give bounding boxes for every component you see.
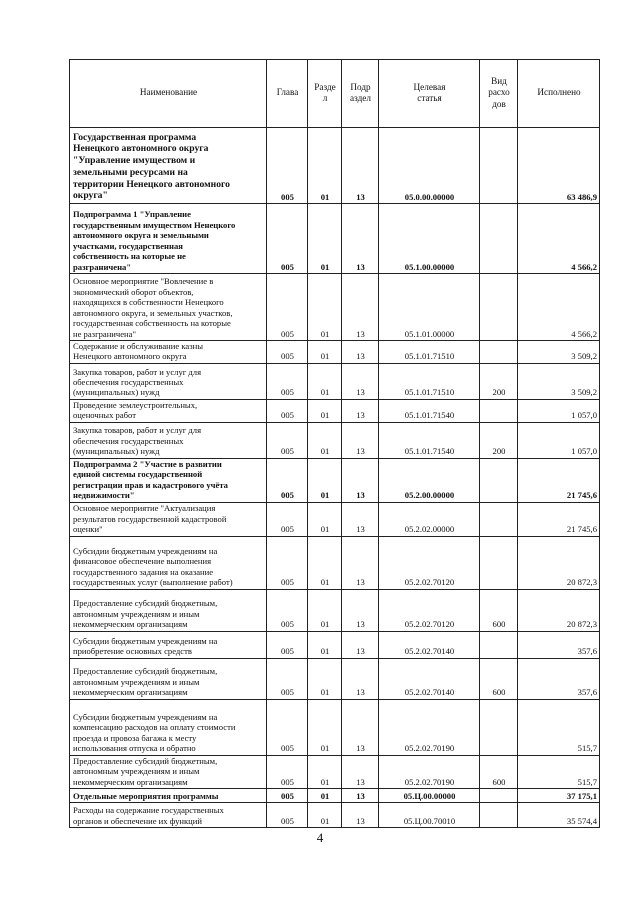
cell-name: Закупка товаров, работ и услуг для обеспечения государственных (муниципальных) нужд bbox=[70, 422, 267, 458]
table-row bbox=[70, 789, 600, 803]
table-row bbox=[70, 274, 600, 341]
cell-chapter: 005 bbox=[267, 699, 308, 755]
cell-chapter: 005 bbox=[267, 274, 308, 341]
cell-name: Расходы на содержание государственных органов и обеспечение их функций bbox=[70, 803, 267, 828]
cell-chapter: 005 bbox=[267, 589, 308, 631]
cell-name: Закупка товаров, работ и услуг для обеспечения государственных (муниципальных) нужд bbox=[70, 363, 267, 399]
cell-executed: 20 872,3 bbox=[518, 589, 600, 631]
cell-executed: 4 566,2 bbox=[518, 274, 600, 341]
cell-name: Предоставление субсидий бюджетным, автономным учреждениям и иным некоммерческим организациям bbox=[70, 589, 267, 631]
cell-subsection: 13 bbox=[342, 458, 379, 502]
cell-chapter: 005 bbox=[267, 363, 308, 399]
cell-name: Отдельные мероприятия программы bbox=[70, 789, 267, 803]
cell-section: 01 bbox=[308, 204, 342, 274]
table-row bbox=[70, 341, 600, 364]
cell-subsection: 13 bbox=[342, 274, 379, 341]
cell-target: 05.2.00.00000 bbox=[379, 458, 480, 502]
cell-expense bbox=[480, 128, 518, 204]
cell-target: 05.2.02.70190 bbox=[379, 699, 480, 755]
table-row bbox=[70, 803, 600, 828]
budget-table bbox=[69, 59, 600, 828]
cell-section: 01 bbox=[308, 341, 342, 364]
page-number: 4 bbox=[316, 830, 324, 845]
cell-chapter: 005 bbox=[267, 399, 308, 422]
cell-executed: 1 057,0 bbox=[518, 422, 600, 458]
cell-target: 05.2.02.00000 bbox=[379, 502, 480, 536]
cell-subsection: 13 bbox=[342, 536, 379, 589]
cell-section: 01 bbox=[308, 789, 342, 803]
cell-subsection: 13 bbox=[342, 341, 379, 364]
header-target: Целевая статья bbox=[379, 60, 480, 128]
cell-executed: 515,7 bbox=[518, 755, 600, 788]
cell-section: 01 bbox=[308, 536, 342, 589]
cell-subsection: 13 bbox=[342, 589, 379, 631]
cell-executed: 1 057,0 bbox=[518, 399, 600, 422]
cell-subsection: 13 bbox=[342, 363, 379, 399]
cell-executed: 37 175,1 bbox=[518, 789, 600, 803]
header-executed: Исполнено bbox=[518, 60, 600, 128]
cell-name: Субсидии бюджетным учреждениям на компенсацию расходов на оплату стоимости проезда и провоза багажа к месту использования отпуска и обратно bbox=[70, 699, 267, 755]
cell-executed: 20 872,3 bbox=[518, 536, 600, 589]
cell-section: 01 bbox=[308, 128, 342, 204]
cell-target: 05.2.02.70190 bbox=[379, 755, 480, 788]
cell-executed: 63 486,9 bbox=[518, 128, 600, 204]
cell-target: 05.2.02.70120 bbox=[379, 536, 480, 589]
header-subsection: Подр аздел bbox=[342, 60, 379, 128]
cell-executed: 3 509,2 bbox=[518, 363, 600, 399]
cell-name: Основное мероприятие "Актуализация результатов государственной кадастровой оценки" bbox=[70, 502, 267, 536]
table-row bbox=[70, 755, 600, 788]
cell-expense bbox=[480, 274, 518, 341]
table-row bbox=[70, 699, 600, 755]
cell-executed: 21 745,6 bbox=[518, 458, 600, 502]
cell-executed: 4 566,2 bbox=[518, 204, 600, 274]
header-expense: Вид расхо дов bbox=[480, 60, 518, 128]
cell-executed: 357,6 bbox=[518, 631, 600, 658]
table-row bbox=[70, 363, 600, 399]
cell-target: 05.1.01.00000 bbox=[379, 274, 480, 341]
cell-subsection: 13 bbox=[342, 399, 379, 422]
cell-expense bbox=[480, 699, 518, 755]
cell-target: 05.2.02.70140 bbox=[379, 631, 480, 658]
cell-expense bbox=[480, 631, 518, 658]
cell-section: 01 bbox=[308, 422, 342, 458]
cell-executed: 357,6 bbox=[518, 658, 600, 699]
header-chapter: Глава bbox=[267, 60, 308, 128]
cell-target: 05.1.00.00000 bbox=[379, 204, 480, 274]
cell-subsection: 13 bbox=[342, 128, 379, 204]
cell-chapter: 005 bbox=[267, 803, 308, 828]
cell-subsection: 13 bbox=[342, 631, 379, 658]
cell-executed: 3 509,2 bbox=[518, 341, 600, 364]
table-row bbox=[70, 658, 600, 699]
table-body bbox=[70, 128, 600, 828]
cell-chapter: 005 bbox=[267, 631, 308, 658]
cell-name: Субсидии бюджетным учреждениям на финансовое обеспечение выполнения государственного задания на оказание государственных услуг (выполнение работ) bbox=[70, 536, 267, 589]
cell-target: 05.0.00.00000 bbox=[379, 128, 480, 204]
cell-expense: 600 bbox=[480, 658, 518, 699]
cell-subsection: 13 bbox=[342, 204, 379, 274]
cell-chapter: 005 bbox=[267, 341, 308, 364]
cell-expense bbox=[480, 399, 518, 422]
table-row bbox=[70, 589, 600, 631]
header-section: Разде л bbox=[308, 60, 342, 128]
cell-expense bbox=[480, 789, 518, 803]
cell-target: 05.1.01.71540 bbox=[379, 422, 480, 458]
cell-expense: 200 bbox=[480, 363, 518, 399]
cell-name: Содержание и обслуживание казны Ненецкого автономного округа bbox=[70, 341, 267, 364]
cell-section: 01 bbox=[308, 589, 342, 631]
cell-target: 05.1.01.71540 bbox=[379, 399, 480, 422]
cell-subsection: 13 bbox=[342, 699, 379, 755]
cell-subsection: 13 bbox=[342, 422, 379, 458]
cell-name: Предоставление субсидий бюджетным, автономным учреждениям и иным некоммерческим организациям bbox=[70, 658, 267, 699]
cell-chapter: 005 bbox=[267, 422, 308, 458]
cell-executed: 21 745,6 bbox=[518, 502, 600, 536]
cell-expense: 600 bbox=[480, 755, 518, 788]
cell-section: 01 bbox=[308, 458, 342, 502]
cell-section: 01 bbox=[308, 363, 342, 399]
cell-subsection: 13 bbox=[342, 755, 379, 788]
cell-target: 05.1.01.71510 bbox=[379, 363, 480, 399]
table-header-row bbox=[70, 60, 600, 128]
cell-name: Предоставление субсидий бюджетным, автономным учреждениям и иным некоммерческим организациям bbox=[70, 755, 267, 788]
cell-section: 01 bbox=[308, 699, 342, 755]
cell-name: Основное мероприятие "Вовлечение в экономический оборот объектов, находящихся в собственности Ненецкого автономного округа, и земельных участков, государственная собственность на которые не разграничена" bbox=[70, 274, 267, 341]
cell-section: 01 bbox=[308, 658, 342, 699]
table-row bbox=[70, 422, 600, 458]
cell-subsection: 13 bbox=[342, 502, 379, 536]
table-row bbox=[70, 458, 600, 502]
cell-chapter: 005 bbox=[267, 789, 308, 803]
cell-target: 05.2.02.70120 bbox=[379, 589, 480, 631]
cell-name: Подпрограмма 1 "Управление государственным имуществом Ненецкого автономного округа и земельными участками, государственная собственность на которые не разграничена" bbox=[70, 204, 267, 274]
table-row bbox=[70, 128, 600, 204]
cell-subsection: 13 bbox=[342, 658, 379, 699]
cell-executed: 515,7 bbox=[518, 699, 600, 755]
cell-target: 05.Ц.00.70010 bbox=[379, 803, 480, 828]
cell-target: 05.Ц.00.00000 bbox=[379, 789, 480, 803]
cell-chapter: 005 bbox=[267, 502, 308, 536]
cell-chapter: 005 bbox=[267, 755, 308, 788]
cell-expense bbox=[480, 458, 518, 502]
table-row bbox=[70, 204, 600, 274]
cell-expense bbox=[480, 536, 518, 589]
cell-chapter: 005 bbox=[267, 658, 308, 699]
cell-section: 01 bbox=[308, 631, 342, 658]
cell-chapter: 005 bbox=[267, 204, 308, 274]
cell-expense: 200 bbox=[480, 422, 518, 458]
cell-section: 01 bbox=[308, 274, 342, 341]
cell-section: 01 bbox=[308, 399, 342, 422]
table-row bbox=[70, 399, 600, 422]
cell-chapter: 005 bbox=[267, 128, 308, 204]
cell-expense bbox=[480, 204, 518, 274]
cell-name: Проведение землеустроительных, оценочных работ bbox=[70, 399, 267, 422]
cell-chapter: 005 bbox=[267, 536, 308, 589]
cell-expense bbox=[480, 341, 518, 364]
cell-section: 01 bbox=[308, 502, 342, 536]
cell-subsection: 13 bbox=[342, 803, 379, 828]
cell-name: Подпрограмма 2 "Участие в развитии единой системы государственной регистрации прав и кадастрового учёта недвижимости" bbox=[70, 458, 267, 502]
cell-section: 01 bbox=[308, 803, 342, 828]
cell-section: 01 bbox=[308, 755, 342, 788]
cell-expense bbox=[480, 803, 518, 828]
cell-name: Субсидии бюджетным учреждениям на приобретение основных средств bbox=[70, 631, 267, 658]
cell-expense: 600 bbox=[480, 589, 518, 631]
cell-executed: 35 574,4 bbox=[518, 803, 600, 828]
table-row bbox=[70, 631, 600, 658]
cell-expense bbox=[480, 502, 518, 536]
cell-target: 05.2.02.70140 bbox=[379, 658, 480, 699]
cell-name: Государственная программа Ненецкого автономного округа "Управление имуществом и земельными ресурсами на территории Ненецкого автономного округа" bbox=[70, 128, 267, 204]
table-row bbox=[70, 536, 600, 589]
table-row bbox=[70, 502, 600, 536]
cell-target: 05.1.01.71510 bbox=[379, 341, 480, 364]
header-name: Наименование bbox=[70, 60, 267, 128]
cell-subsection: 13 bbox=[342, 789, 379, 803]
cell-chapter: 005 bbox=[267, 458, 308, 502]
